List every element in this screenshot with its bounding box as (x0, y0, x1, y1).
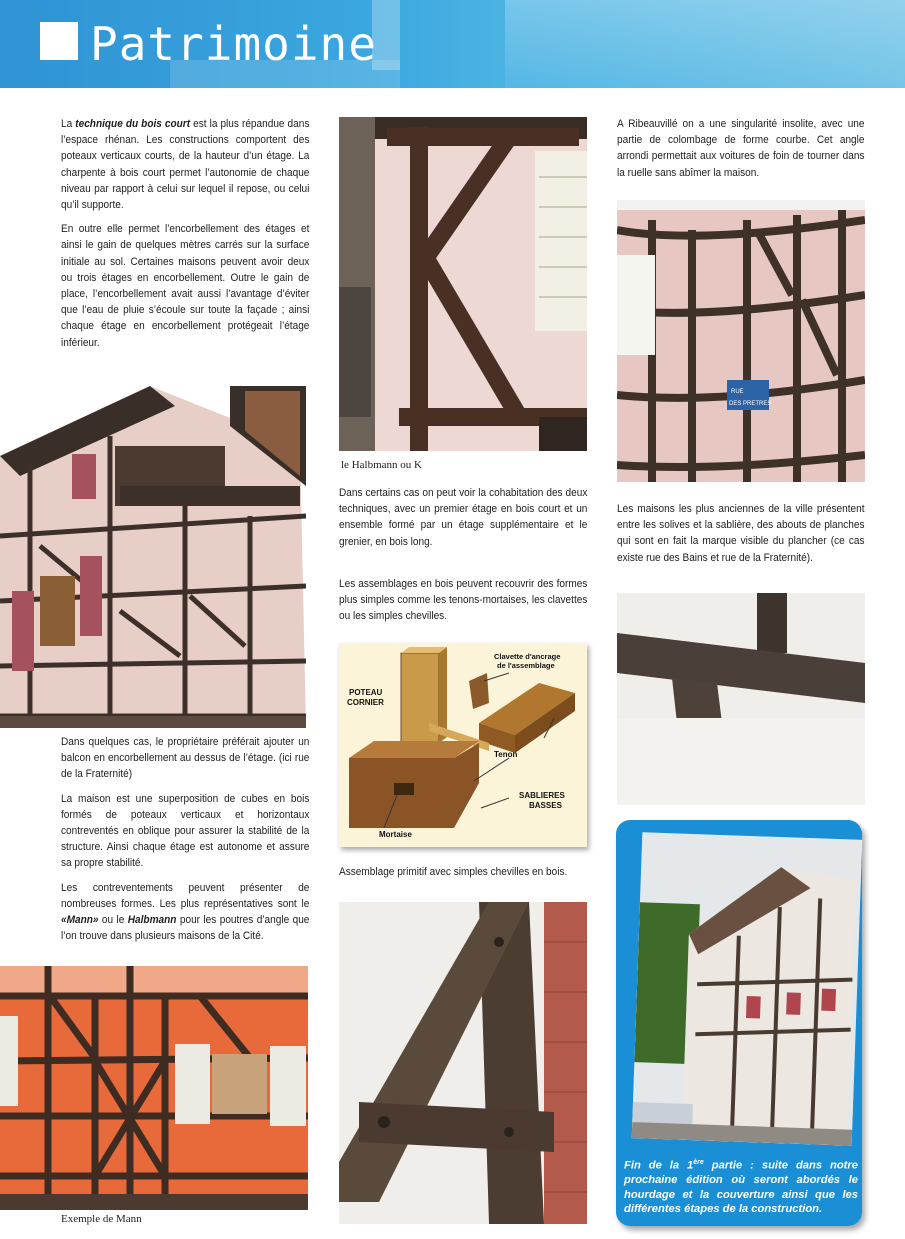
p5-mann: «Mann» (61, 914, 99, 927)
header-square-icon (40, 22, 78, 60)
col1-text-bottom (61, 734, 309, 952)
diagram-label-mortaise: Mortaise (379, 830, 412, 839)
diagram-assemblage (339, 643, 587, 847)
col1-paragraph-2: En outre elle permet l’encorbellement des étages et ainsi le gain de quelques mètres carrés sur la surface initiale au sol. Certaines maisons peuvent avoir deux ou trois étages en encorbellement. Outre le gain de place, l’encorbellement avait aussi l’avantage d’éviter que l’eau de pluie s’écoule sur toute la façade ; ainsi chaque étage en encorbellement protégeait l’étage inférieur. (61, 223, 310, 349)
p1-bold-term: technique du bois court (75, 118, 191, 130)
diagram-label-clavette-2: de l'assemblage (497, 661, 555, 670)
p1-rest: est la plus répandue dans l’espace rhénan. Les constructions comportent des poteaux verticaux courts, de la hauteur d’un étage. La charpente à bois court permet l’autonomie de chaque niveau par rapport à celui sur lequel il repose, ou celui qu’il supporte. (61, 118, 310, 212)
diagram-label-poteau: POTEAU (349, 688, 383, 697)
p5-pre: Les contreventements peuvent présenter de nombreuses formes. Les plus représentatives sont le (61, 881, 310, 910)
diagram-label-tenon: Tenon (494, 750, 518, 759)
photo-mann-facade (0, 966, 308, 1210)
col1-paragraph-3: Dans quelques cas, le propriétaire préférait ajouter un balcon en encorbellement au dessus de l’étage. (ici rue de la Fraternité) (61, 736, 310, 781)
col2-text (339, 485, 587, 632)
end-note-pre: Fin de la 1 (624, 1159, 694, 1172)
diagram-label-clavette-1: Clavette d'ancrage (494, 652, 561, 661)
col1-paragraph-5 (61, 880, 309, 945)
photo-chevilles (339, 902, 587, 1224)
end-note-sup: ère (693, 1159, 704, 1166)
p5-mid: ou le (98, 914, 128, 927)
end-note-rest: partie : suite dans notre prochaine édition où seront abordés le hourdage et la couverture ainsi que les différentes étapes de la construction. (624, 1159, 858, 1216)
photo-street-view (632, 832, 863, 1145)
p5-rest: pour les poutres d’angle que l’on trouve dans plusieurs maisons de la Cité. (61, 914, 310, 943)
diagram-label-cornier: CORNIER (347, 698, 384, 707)
col1-paragraph-4: La maison est une superposition de cubes en bois formés de poteaux verticaux et horizontaux contreventés en oblique pour assurer la stabilité de la structure. Ainsi chaque étage est autonome et assure sa propre stabilité. (61, 792, 310, 870)
street-sign-line1: RUE (731, 389, 744, 395)
col1-text-top (61, 116, 309, 359)
col1-paragraph-1 (61, 116, 309, 213)
p5-halbmann: Halbmann (127, 914, 177, 927)
page-header (0, 0, 905, 88)
diagram-label-sablieres-1: SABLIERES (519, 791, 565, 800)
col3-text-top: A Ribeauvillé on a une singularité insolite, avec une partie de colombage de forme courbe. Cet angle arrondi permettait aux voitures de foin de tourner dans la ruelle sans abîmer la maison. (617, 118, 865, 179)
photo-curved-corner (617, 200, 865, 482)
col3-text-mid: Les maisons les plus anciennes de la ville présentent entre les solives et la sablière, des abouts de planches qui sont en fait la marque visible du plancher (ce cas existe rue des Bains et rue de la Fraternité). (617, 503, 865, 564)
end-note-text (624, 1156, 858, 1217)
col2-paragraph-1: Dans certains cas on peut voir la cohabitation des deux techniques, avec un premier étage en bois court et un ensemble formé par un étage supplémentaire et le grenier, en bois long. (339, 487, 588, 548)
street-sign-line2: DES PRETRES (729, 401, 772, 407)
caption-halbmann: le Halbmann ou K (341, 459, 422, 471)
header-photo-overlay (505, 0, 905, 88)
caption-assemblage: Assemblage primitif avec simples chevilles en bois. (339, 866, 568, 878)
col2-paragraph-2: Les assemblages en bois peuvent recouvrir des formes plus simples comme les tenons-mortaises, les clavettes ou les simples chevilles. (339, 577, 588, 623)
photo-plancher-about (617, 593, 865, 805)
caption-mann: Exemple de Mann (61, 1213, 142, 1225)
p1-pre: La (61, 118, 76, 130)
photo-balcony-house (0, 386, 306, 728)
section-title: Patrimoine (90, 17, 377, 71)
diagram-label-sablieres-2: BASSES (529, 801, 562, 810)
photo-halbmann (339, 117, 587, 451)
